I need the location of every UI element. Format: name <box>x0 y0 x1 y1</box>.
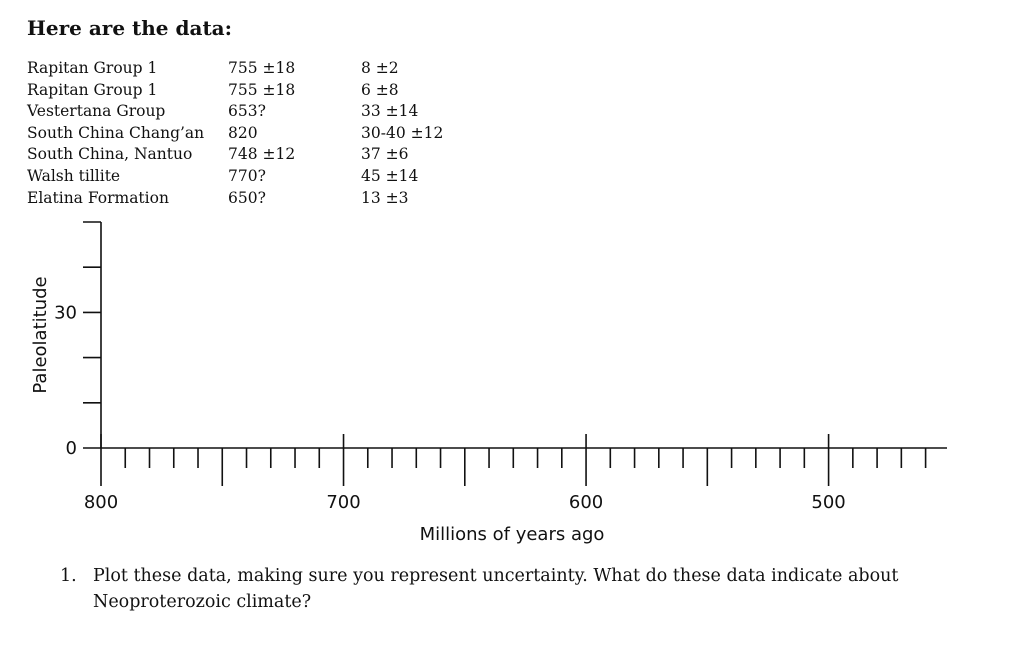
formation-cell: South China, Nantuo <box>27 145 193 164</box>
paleolatitude-cell: 45 ±14 <box>361 166 419 185</box>
age-cell: 748 ±12 <box>228 145 296 164</box>
x-tick-label: 800 <box>83 492 119 513</box>
paleolatitude-cell: 30-40 ±12 <box>361 123 444 142</box>
formation-cell: Rapitan Group 1 <box>27 80 158 99</box>
y-tick-label: 0 <box>65 438 77 459</box>
paleolatitude-cell: 6 ±8 <box>361 80 399 99</box>
x-tick-label: 700 <box>326 492 361 513</box>
age-cell: 820 <box>228 123 258 142</box>
data-table <box>27 58 443 209</box>
heading: Here are the data: <box>27 16 233 40</box>
table-row <box>27 188 443 210</box>
table-row <box>27 144 443 166</box>
x-axis-label: Millions of years ago <box>419 524 605 545</box>
formation-cell: Rapitan Group 1 <box>27 59 158 77</box>
formation-cell: Walsh tillite <box>27 166 121 185</box>
paleolatitude-cell: 37 ±6 <box>361 145 409 164</box>
age-cell: 755 ±18 <box>228 59 296 77</box>
paleolatitude-cell: 13 ±3 <box>361 188 409 207</box>
age-cell: 653? <box>228 102 266 121</box>
table-row <box>27 80 443 102</box>
y-axis-label: Paleolatitude <box>30 276 51 394</box>
age-cell: 650? <box>228 188 266 207</box>
age-cell: 770? <box>228 166 266 185</box>
x-tick-label: 600 <box>568 492 604 513</box>
formation-cell: Elatina Formation <box>27 188 169 207</box>
paleolatitude-cell: 8 ±2 <box>361 59 399 77</box>
table-row <box>27 166 443 188</box>
y-tick-label: 30 <box>54 302 77 324</box>
blank-graph <box>0 210 1024 550</box>
x-tick-label: 500 <box>811 492 846 513</box>
age-cell: 755 ±18 <box>228 80 296 99</box>
table-row <box>27 123 443 145</box>
question-number: 1. <box>60 566 77 586</box>
question-text: Plot these data, making sure you represent uncertainty. What do these data indicate about Neoproterozoic climate? <box>93 566 899 612</box>
table-row <box>27 101 443 123</box>
formation-cell: South China Chang’an <box>27 123 205 142</box>
paleolatitude-cell: 33 ±14 <box>361 102 419 121</box>
formation-cell: Vestertana Group <box>27 102 166 121</box>
table-row <box>27 58 443 80</box>
